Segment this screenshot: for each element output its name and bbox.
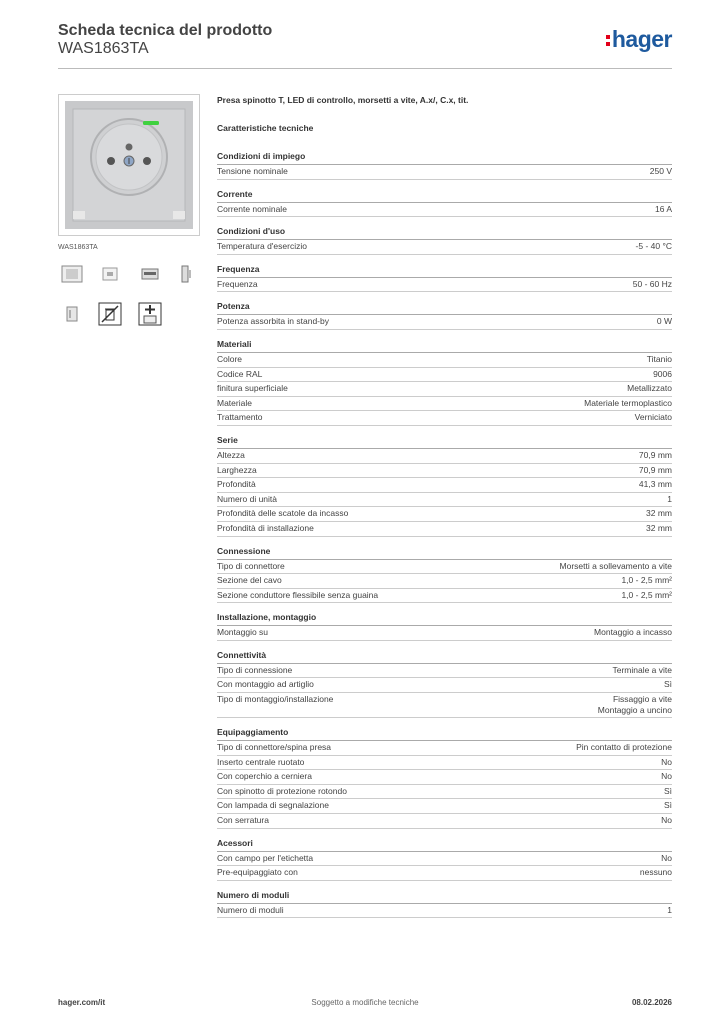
product-description: Presa spinotto T, LED di controllo, morsetti a vite, A.x/, C.x, tit. [217, 95, 469, 105]
section-title: Numero di moduli [217, 890, 672, 904]
spec-label: Profondità di installazione [217, 522, 314, 533]
spec-label: Con serratura [217, 815, 269, 826]
section-title: Frequenza [217, 264, 672, 278]
spec-section [217, 546, 672, 604]
spec-value: 9006 [653, 368, 672, 379]
spec-row [217, 382, 672, 397]
spec-row [217, 814, 672, 829]
spec-section [217, 151, 672, 180]
spec-label: Colore [217, 353, 243, 364]
spec-value: 1 [667, 904, 672, 915]
spec-value: 0 W [656, 316, 672, 327]
spec-value: 41,3 mm [638, 479, 672, 490]
spec-value-line: Montaggio a uncino [597, 705, 672, 716]
spec-row [217, 507, 672, 522]
spec-section [217, 301, 672, 330]
spec-value: 70,9 mm [638, 464, 672, 475]
spec-label: Trattamento [217, 412, 263, 423]
spec-value: Verniciato [634, 412, 672, 423]
spec-row [217, 278, 672, 293]
spec-value: Pin contatto di protezione [576, 742, 672, 753]
section-title: Condizioni d'uso [217, 226, 672, 240]
spec-value: No [661, 852, 672, 863]
spec-row [217, 852, 672, 867]
logo-dots-icon [606, 35, 610, 46]
spec-row [217, 449, 672, 464]
spec-label: Montaggio su [217, 627, 269, 638]
spec-section [217, 264, 672, 293]
spec-value: No [661, 756, 672, 767]
spec-label: Profondità [217, 479, 256, 490]
spec-label: Numero di unità [217, 493, 278, 504]
spec-value: 50 - 60 Hz [632, 278, 672, 289]
spec-section [217, 435, 672, 537]
spec-value: 1 [667, 493, 672, 504]
spec-section [217, 339, 672, 426]
spec-sections [217, 151, 672, 918]
spec-row [217, 904, 672, 919]
spec-value: 1,0 - 2,5 mm² [621, 589, 672, 600]
frame-icon [138, 262, 162, 286]
spec-label: Numero di moduli [217, 904, 284, 915]
footer-website-link[interactable]: hager.com/it [58, 998, 106, 1007]
spec-label: Tipo di connettore [217, 560, 285, 571]
spec-label: finitura superficiale [217, 383, 288, 394]
spec-value: nessuno [639, 867, 672, 878]
spec-row [217, 464, 672, 479]
technical-content [217, 95, 672, 927]
product-code: WAS1863TA [58, 40, 149, 57]
spec-label: Larghezza [217, 464, 257, 475]
spec-value: -5 - 40 °C [635, 241, 672, 252]
spec-label: Materiale [217, 397, 252, 408]
spec-section [217, 650, 672, 718]
spec-section [217, 838, 672, 881]
spec-row [217, 866, 672, 881]
spec-value: Materiale termoplastico [584, 397, 672, 408]
spec-section [217, 189, 672, 218]
spec-label: Con campo per l'etichetta [217, 852, 314, 863]
features-title: Caratteristiche tecniche [217, 123, 314, 133]
spec-row [217, 589, 672, 604]
image-caption: WAS1863TA [58, 244, 98, 251]
spec-row [217, 353, 672, 368]
spec-label: Sezione conduttore flessibile senza guaina [217, 589, 379, 600]
spec-section [217, 612, 672, 641]
spec-value: 32 mm [646, 522, 672, 533]
product-image [58, 94, 200, 236]
spec-label: Inserto centrale ruotato [217, 756, 305, 767]
spec-row [217, 756, 672, 771]
spec-value: Titanio [646, 353, 672, 364]
spec-label: Pre-equipaggiato con [217, 867, 298, 878]
hager-logo [606, 26, 672, 52]
logo-text: hager [611, 25, 672, 52]
spec-label: Tensione nominale [217, 166, 288, 176]
spec-label: Codice RAL [217, 368, 263, 379]
spec-value: Metallizzato [627, 383, 672, 394]
side-view-icon [174, 262, 198, 286]
footer-note: Soggetto a modifiche tecniche [311, 998, 419, 1007]
spec-label: Con lampada di segnalazione [217, 800, 329, 811]
spec-value: Sì [663, 679, 672, 690]
spec-row [217, 240, 672, 255]
spec-row [217, 522, 672, 537]
spec-value: 1,0 - 2,5 mm² [621, 575, 672, 586]
spec-label: Profondità delle scatole da incasso [217, 508, 349, 519]
spec-row [217, 799, 672, 814]
spec-value: Montaggio a incasso [594, 627, 672, 638]
spec-row [217, 693, 672, 718]
socket-front-icon [60, 262, 84, 286]
spec-value [598, 693, 672, 717]
spec-value: 250 V [649, 166, 672, 176]
spec-row [217, 626, 672, 641]
spec-label: Temperatura d'esercizio [217, 241, 307, 252]
spec-row [217, 478, 672, 493]
page-header [58, 20, 672, 69]
section-title: Serie [217, 435, 672, 449]
spec-section [217, 226, 672, 255]
spec-section [217, 727, 672, 829]
spec-row [217, 203, 672, 218]
spec-value: Terminale a vite [612, 664, 672, 675]
spec-value: 32 mm [646, 508, 672, 519]
socket-small-icon [98, 262, 122, 286]
spec-label: Con spinotto di protezione rotondo [217, 785, 347, 796]
spec-row [217, 315, 672, 330]
spec-row [217, 785, 672, 800]
spec-row [217, 770, 672, 785]
spec-row [217, 560, 672, 575]
section-title: Equipaggiamento [217, 727, 672, 741]
spec-label: Tipo di montaggio/installazione [217, 694, 334, 705]
socket-image-icon [59, 95, 199, 235]
spec-label: Con montaggio ad artiglio [217, 679, 314, 690]
spec-label: Sezione del cavo [217, 575, 282, 586]
spec-label: Tipo di connessione [217, 664, 293, 675]
no-disposal-icon [98, 302, 122, 326]
mounting-icon [60, 302, 84, 326]
spec-row [217, 678, 672, 693]
spec-value: 70,9 mm [638, 449, 672, 460]
document-title: Scheda tecnica del prodotto [58, 22, 273, 39]
section-title: Potenza [217, 301, 672, 315]
section-title: Acessori [217, 838, 672, 852]
spec-row [217, 664, 672, 679]
section-title: Materiali [217, 339, 672, 353]
spec-label: Tipo di connettore/spina presa [217, 742, 332, 753]
spec-value: 16 A [654, 203, 672, 214]
spec-value: No [661, 815, 672, 826]
section-title: Condizioni di impiego [217, 151, 672, 165]
spec-value-line: Fissaggio a vite [612, 694, 672, 705]
spec-row [217, 368, 672, 383]
spec-label: Altezza [217, 449, 245, 460]
protection-class-icon [138, 302, 162, 326]
spec-row [217, 397, 672, 412]
spec-value: Sì [663, 800, 672, 811]
spec-label: Potenza assorbita in stand-by [217, 316, 329, 327]
spec-row [217, 741, 672, 756]
section-title: Connessione [217, 546, 672, 560]
spec-label: Frequenza [217, 278, 258, 289]
spec-row [217, 411, 672, 426]
spec-value: No [661, 771, 672, 782]
section-title: Corrente [217, 189, 672, 203]
section-title: Installazione, montaggio [217, 612, 672, 626]
spec-value: Morsetti a sollevamento a vite [559, 560, 672, 571]
spec-value: Sì [663, 785, 672, 796]
section-title: Connettività [217, 650, 672, 664]
spec-section [217, 890, 672, 919]
spec-row [217, 493, 672, 508]
spec-row [217, 574, 672, 589]
spec-row [217, 165, 672, 180]
spec-label: Corrente nominale [217, 203, 287, 214]
spec-label: Con coperchio a cerniera [217, 771, 312, 782]
footer-date: 08.02.2026 [631, 998, 672, 1007]
